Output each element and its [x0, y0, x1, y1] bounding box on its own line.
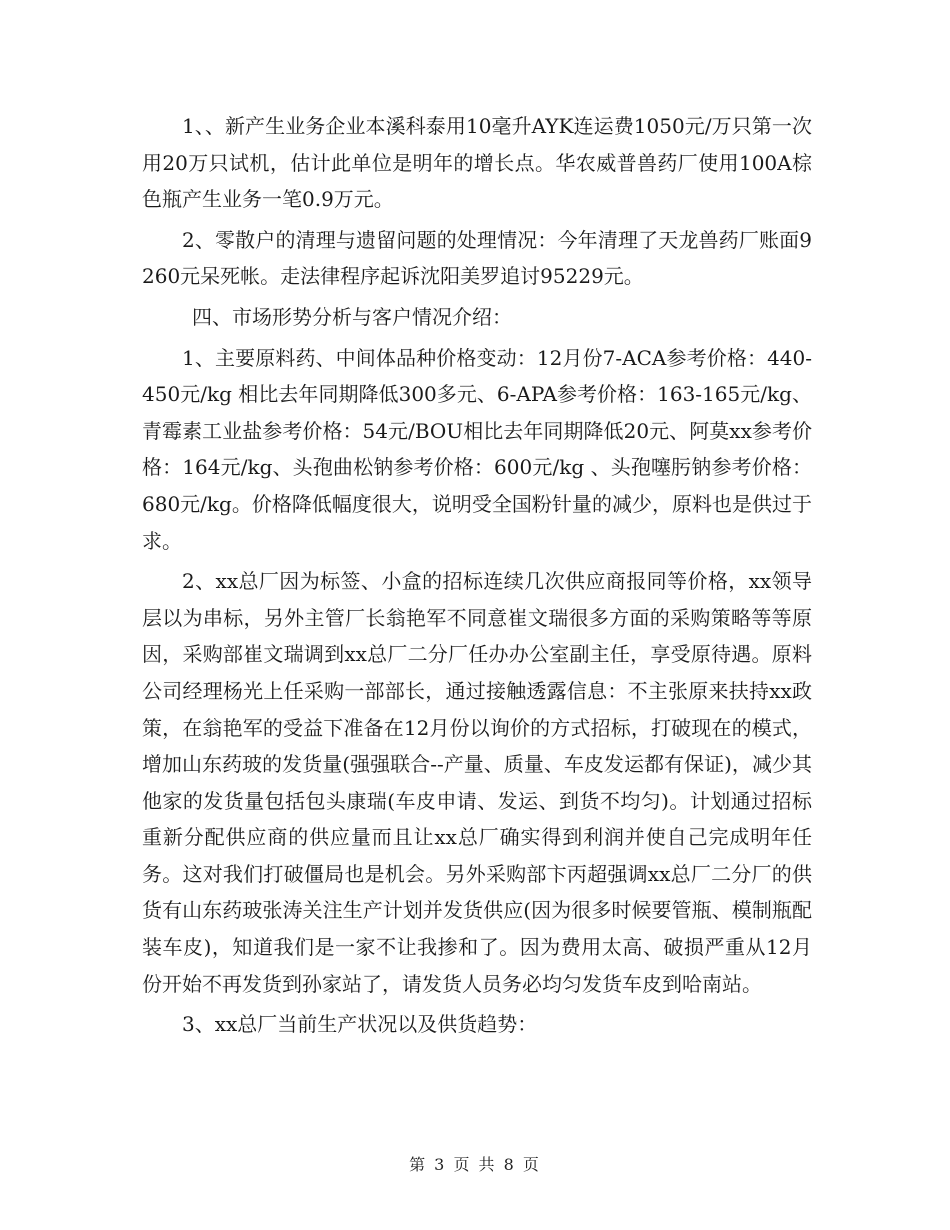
- document-body: [142, 108, 812, 1047]
- section-heading-market-analysis: 四、市场形势分析与客户情况介绍：: [192, 304, 512, 329]
- paragraph-production-status: 3、xx总厂当前生产状况以及供货趋势：: [182, 1012, 538, 1037]
- page-number-footer: 第 3 页 共 8 页: [409, 1155, 541, 1174]
- paragraph-new-business: 1、、新产生业务企业本溪科泰用10毫升AYK连运费1050元/万只第一次用20万只试机，估计此单位是明年的增长点。华农威普兽药厂使用100A棕色瓶产生业务一笔0.9万元。: [142, 114, 812, 212]
- paragraph-procurement-changes: 2、xx总厂因为标签、小盒的招标连续几次供应商报同等价格，xx领导层以为串标，另外主管厂长翁艳军不同意崔文瑞很多方面的采购策略等等原因，采购部崔文瑞调到xx总厂二分厂任办办公室副主任，享受原待遇。原料公司经理杨光上任采购一部部长，通过接触透露信息：不主张原来扶持xx政策，在翁艳军的受益下准备在12月份以询价的方式招标，打破现在的模式，增加山东药玻的发货量(强强联合--产量、质量、车皮发运都有保证)，减少其他家的发货量包括包头康瑞(车皮申请、发运、到货不均匀)。计划通过招标重新分配供应商的供应量而且让xx总厂确实得到利润并使自己完成明年任务。这对我们打破僵局也是机会。另外采购部卞丙超强调xx总厂二分厂的供货有山东药玻张涛关注生产计划并发货供应(因为很多时候要管瓶、模制瓶配装车皮)，知道我们是一家不让我掺和了。因为费用太高、破损严重从12月份开始不再发货到孙家站了，请发货人员务必均匀发货车皮到哈南站。: [142, 569, 812, 996]
- paragraph-scattered-accounts: 2、零散户的清理与遗留问题的处理情况：今年清理了天龙兽药厂账面9260元呆死帐。走法律程序起诉沈阳美罗追讨95229元。: [142, 227, 812, 289]
- paragraph-raw-material-prices: 1、主要原料药、中间体品种价格变动：12月份7-ACA参考价格：440-450元/kg 相比去年同期降低300多元、6-APA参考价格：163-165元/kg、青霉素工业盐参考价格：54元/BOU相比去年同期降低20元、阿莫xx参考价格：164元/kg、头孢曲松钠参考价格：600元/kg 、头孢噻肟钠参考价格：680元/kg。价格降低幅度很大，说明受全国粉针量的减少，原料也是供过于求。: [142, 345, 812, 553]
